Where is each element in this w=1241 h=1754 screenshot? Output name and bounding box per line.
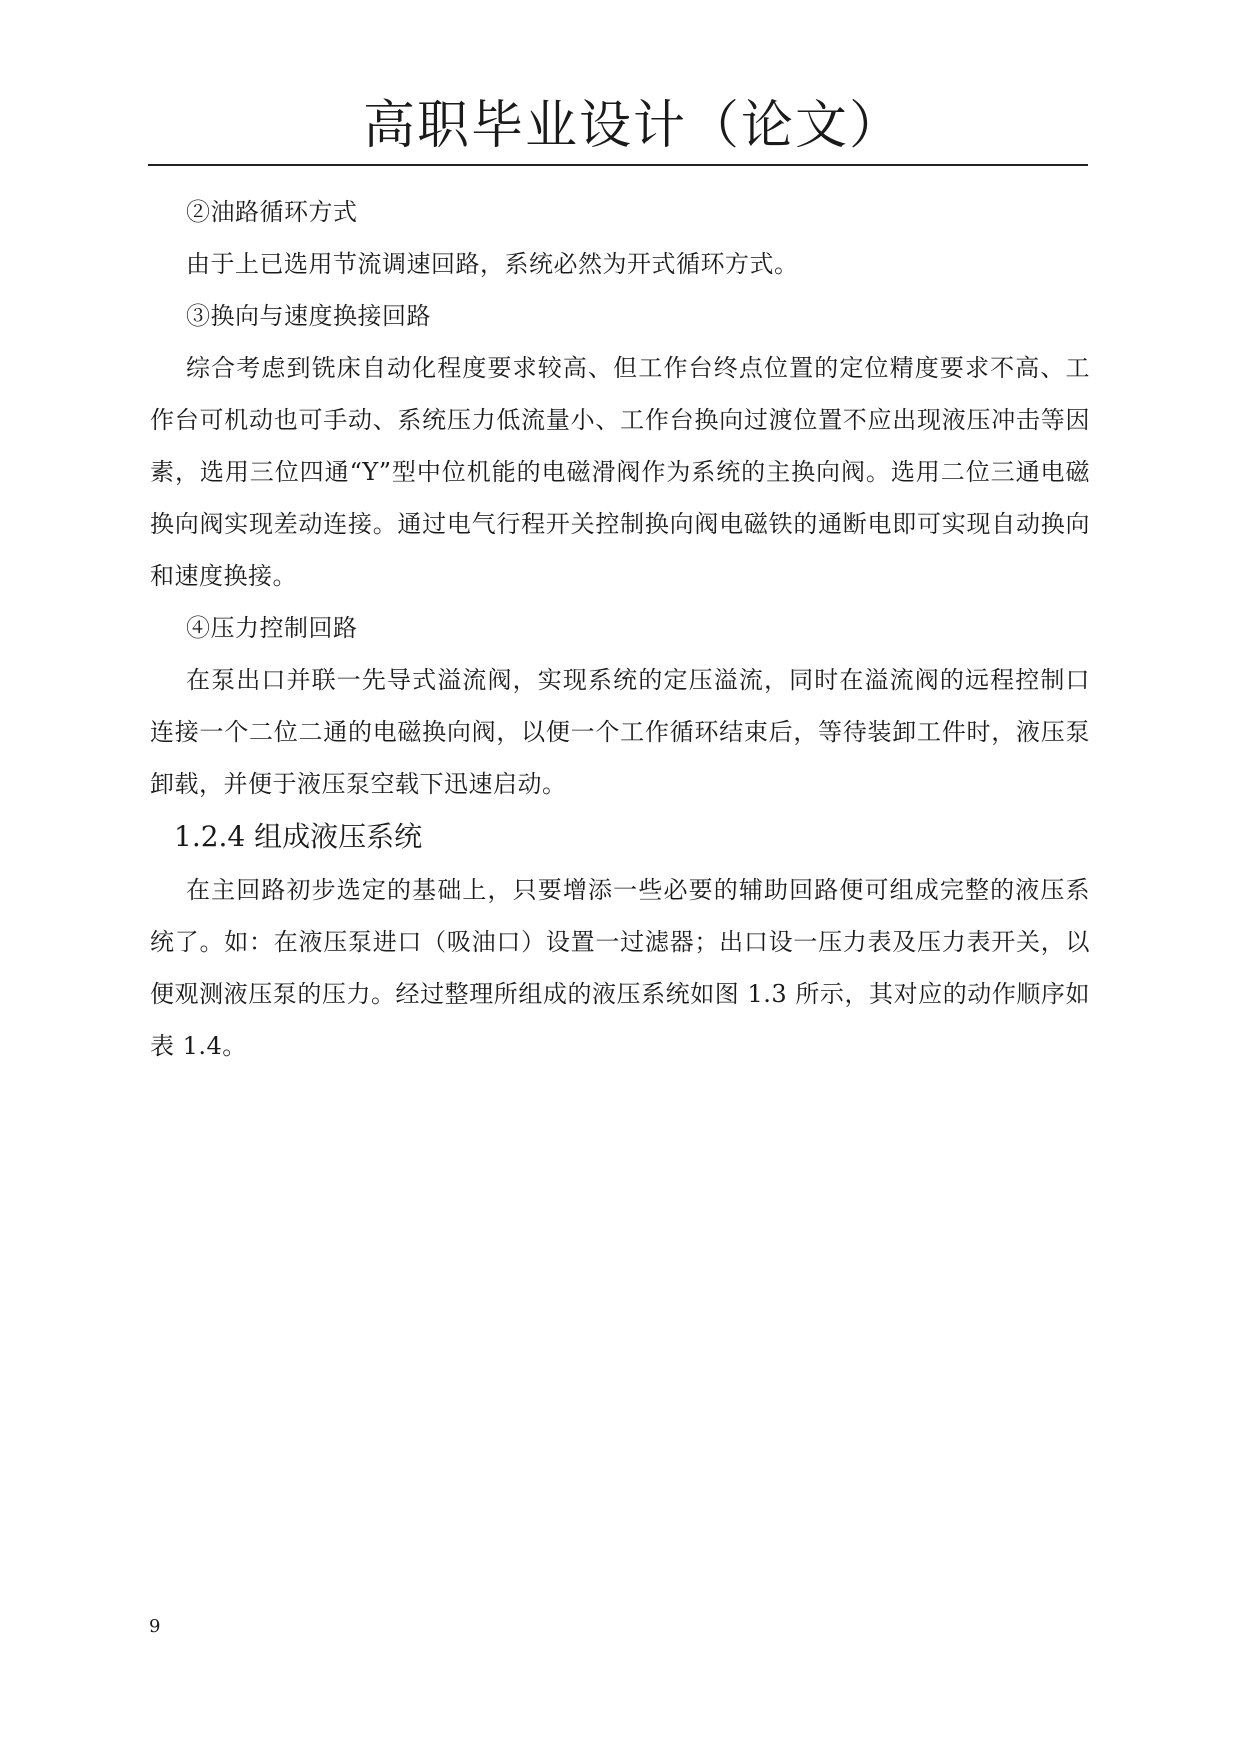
subsection-direction-speed: ③换向与速度换接回路: [186, 302, 431, 330]
paragraph-hydraulic-system: 在主回路初步选定的基础上，只要增添一些必要的辅助回路便可组成完整的液压系统了。如：在液压泵进口（吸油口）设置一过滤器；出口设一压力表及压力表开关，以便观测液压泵的压力。经过整理所组成的液压系统如图 1.3 所示，其对应的动作顺序如表 1.4。: [150, 876, 1090, 1060]
page-number: 9: [149, 1616, 161, 1637]
paragraph-oil-circulation: 由于上已选用节流调速回路，系统必然为开式循环方式。: [186, 250, 799, 278]
subsection-oil-circulation: ②油路循环方式: [186, 198, 358, 226]
paragraph-direction-speed: 综合考虑到铣床自动化程度要求较高、但工作台终点位置的定位精度要求不高、工作台可机动也可手动、系统压力低流量小、工作台换向过渡位置不应出现液压冲击等因素，选用三位四通“Y”型中位机能的电磁滑阀作为系统的主换向阀。选用二位三通电磁换向阀实现差动连接。通过电气行程开关控制换向阀电磁铁的通断电即可实现自动换向和速度换接。: [150, 354, 1090, 590]
subsection-pressure-control: ④压力控制回路: [186, 614, 358, 642]
section-heading: 1.2.4 组成液压系统: [174, 820, 423, 853]
document-body: [150, 186, 1090, 1072]
document-title: 高职毕业设计（论文）: [362, 96, 903, 156]
page-header: [148, 88, 1088, 166]
paragraph-pressure-control: 在泵出口并联一先导式溢流阀，实现系统的定压溢流，同时在溢流阀的远程控制口连接一个二位二通的电磁换向阀，以便一个工作循环结束后，等待装卸工件时，液压泵卸载，并便于液压泵空载下迅速启动。: [150, 666, 1090, 798]
